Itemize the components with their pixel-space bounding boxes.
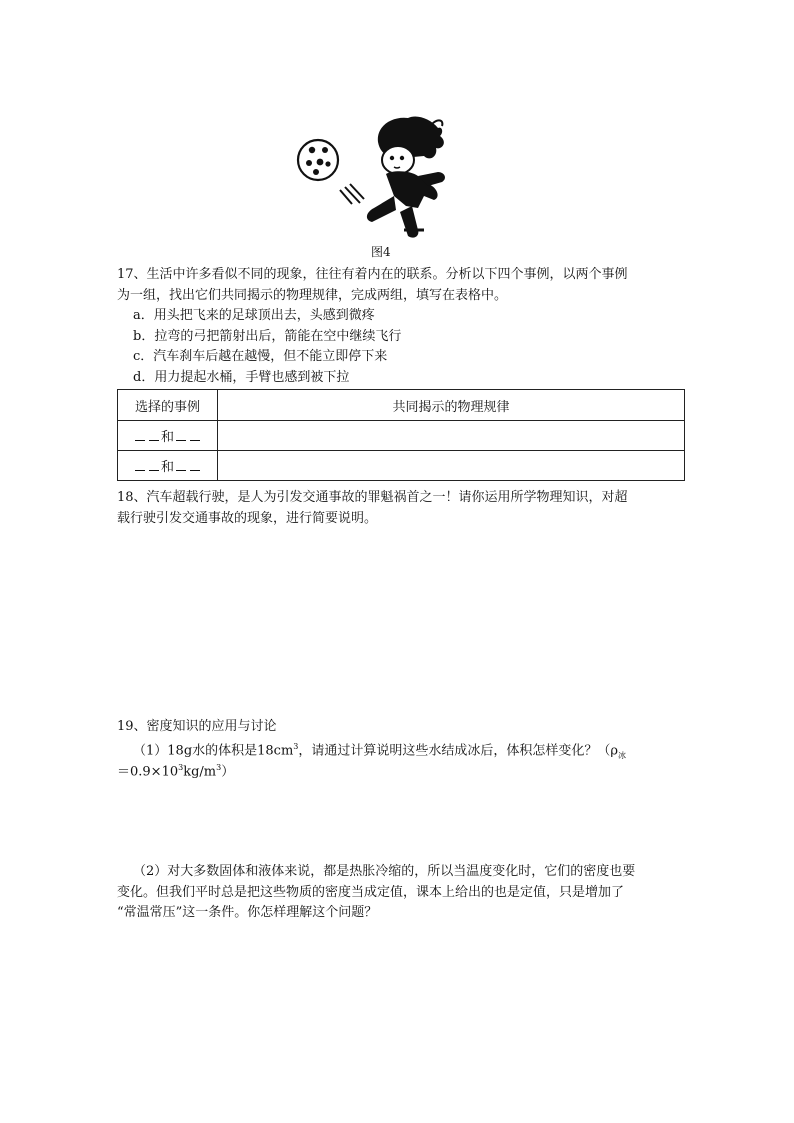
q19-p1-sub: 冰	[618, 750, 627, 760]
blank[interactable]	[149, 428, 159, 441]
figure-caption: 图4	[371, 245, 391, 259]
q17-option-c: c．汽车刹车后越在越慢，但不能立即停下来	[133, 349, 388, 364]
q17-option-d: d．用力提起水桶，手臂也感到被下拉	[133, 370, 350, 385]
q19-part2-line2: 变化。但我们平时总是把这些物质的密度当成定值，课本上给出的也是定值，只是增加了	[117, 885, 625, 900]
blank[interactable]	[176, 428, 186, 441]
q19-p1-text-b: ，请通过计算说明这些水结成冰后，体积怎样变化？（ρ	[298, 743, 619, 759]
football-mascot-illustration	[292, 112, 462, 244]
q18-text-line2: 载行驶引发交通事故的现象，进行简要说明。	[117, 511, 378, 526]
q19-part2-line1: （2）对大多数固体和液体来说，都是热胀冷缩的，所以当温度变化时，它们的密度也要	[133, 864, 636, 879]
q19-p1-line2-sup2: 3	[216, 763, 222, 772]
blank[interactable]	[190, 458, 200, 471]
connector: 和	[160, 460, 174, 475]
connector: 和	[160, 430, 174, 445]
football-icon	[298, 140, 338, 180]
blank[interactable]	[190, 428, 200, 441]
q19-part2-line3: “常温常压”这一条件。你怎样理解这个问题？	[117, 905, 378, 920]
law-cell[interactable]	[218, 451, 685, 481]
motion-lines	[340, 184, 364, 204]
q17-option-b: b．拉弯的弓把箭射出后，箭能在空中继续飞行	[133, 329, 402, 344]
q19-p1-line2-sup: 3	[178, 763, 184, 772]
q19-p1-line2-b: kg/m	[183, 764, 217, 780]
law-cell[interactable]	[218, 421, 685, 451]
mascot-figure	[367, 116, 445, 237]
table-row	[118, 421, 685, 451]
q18-text-line1: 18、汽车超载行驶，是人为引发交通事故的罪魁祸首之一！请你运用所学物理知识，对超	[117, 490, 628, 505]
q19-p1-sup: 3	[293, 742, 299, 751]
table-header-examples: 选择的事例	[118, 390, 218, 421]
blank[interactable]	[176, 458, 186, 471]
blank[interactable]	[135, 428, 145, 441]
table-header-law: 共同揭示的物理规律	[218, 390, 685, 421]
answer-table	[117, 389, 685, 481]
q17-text-line2: 为一组，找出它们共同揭示的物理规律，完成两组，填写在表格中。	[117, 288, 508, 303]
q19-p1-line2-a: ＝0.9×10	[117, 764, 179, 780]
q17-option-a: a．用头把飞来的足球顶出去，头感到微疼	[133, 308, 375, 323]
example-cell[interactable]	[118, 451, 218, 481]
q17-text-line1: 17、生活中许多看似不同的现象，往往有着内在的联系。分析以下四个事例，以两个事例	[117, 267, 628, 282]
q19-p1-line2-c: ）	[221, 764, 235, 780]
table-row	[118, 451, 685, 481]
blank[interactable]	[135, 458, 145, 471]
example-cell[interactable]	[118, 421, 218, 451]
blank[interactable]	[149, 458, 159, 471]
q19-title: 19、密度知识的应用与讨论	[117, 719, 277, 734]
table-header-row	[118, 390, 685, 421]
q19-p1-text-a: （1）18g水的体积是18cm	[133, 743, 294, 759]
q19-part1-line2	[117, 760, 234, 780]
